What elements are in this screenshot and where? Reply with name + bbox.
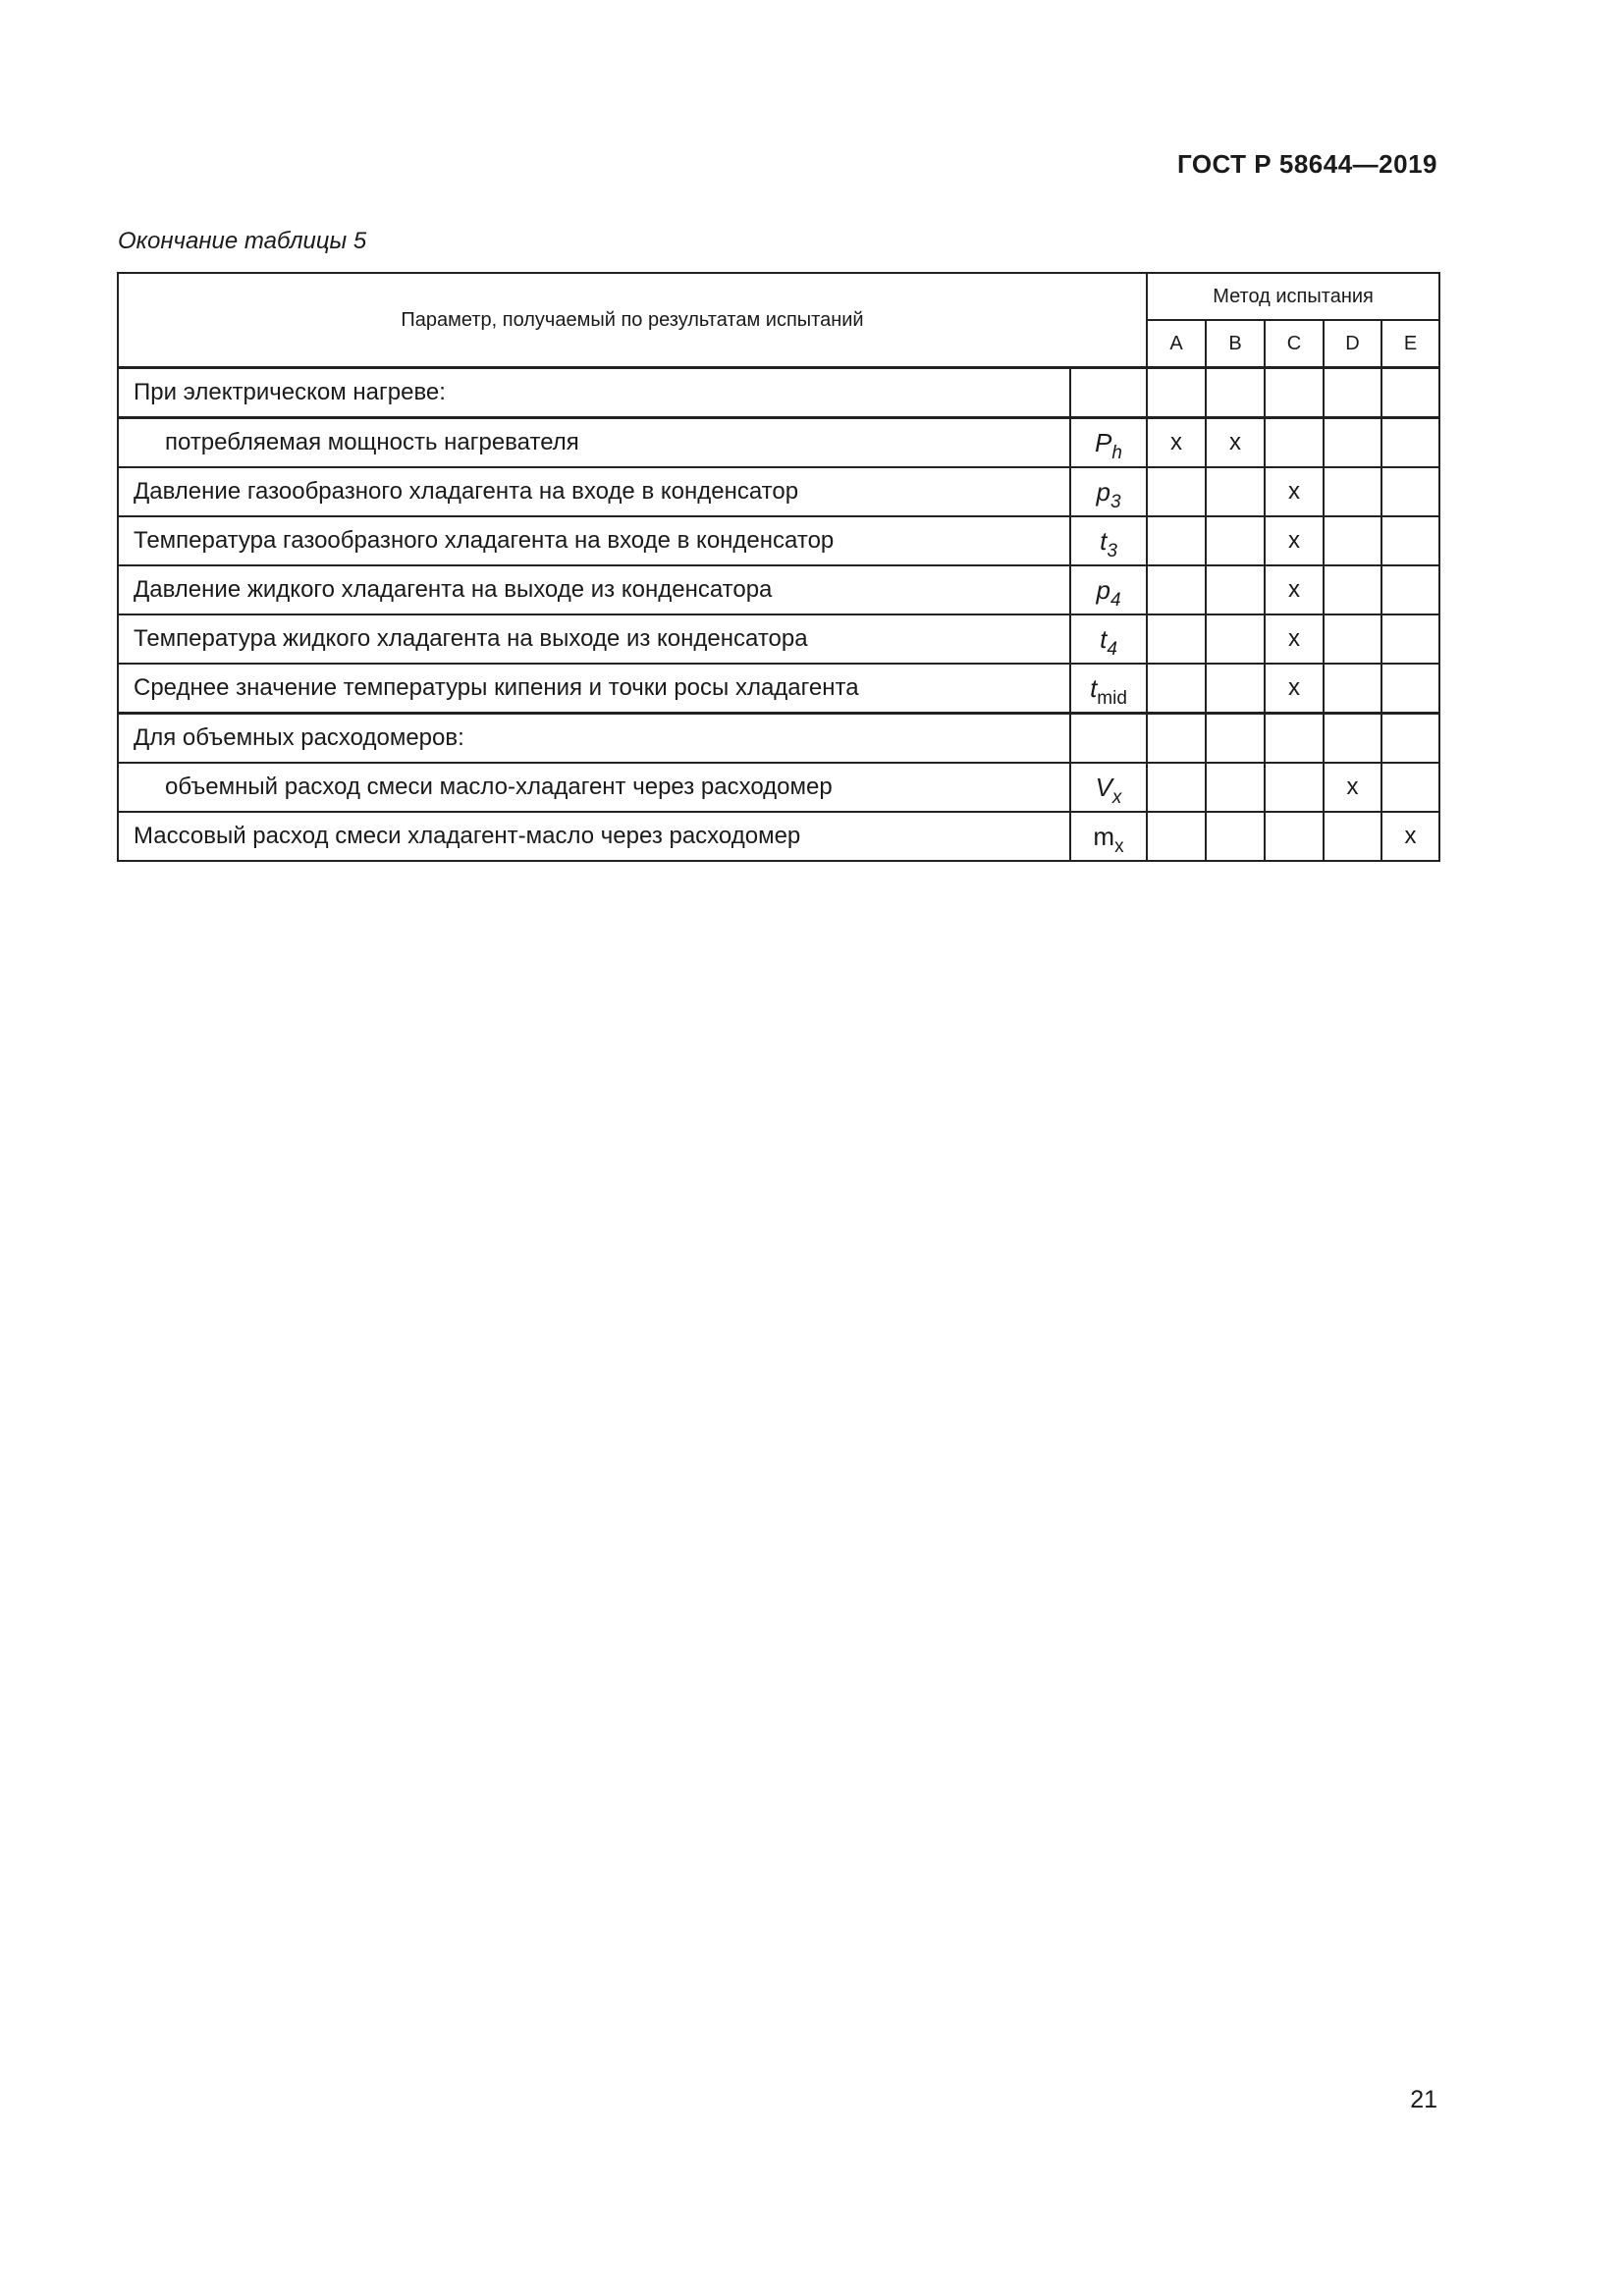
mark-c: x — [1265, 516, 1324, 565]
table-row — [118, 664, 1439, 714]
mark-a: x — [1147, 418, 1206, 468]
mark-a — [1147, 467, 1206, 516]
method-a-header: A — [1147, 320, 1206, 368]
mark-a — [1147, 664, 1206, 714]
symbol-cell — [1070, 516, 1147, 565]
mark-a — [1147, 614, 1206, 664]
method-d-header: D — [1324, 320, 1381, 368]
mark-e: x — [1381, 812, 1439, 861]
mark-c — [1265, 368, 1324, 418]
table-row — [118, 418, 1439, 468]
method-c-header: C — [1265, 320, 1324, 368]
param-cell: потребляемая мощность нагревателя — [118, 418, 1070, 468]
mark-a — [1147, 565, 1206, 614]
symbol-subscript: 3 — [1110, 491, 1121, 512]
param-cell: Для объемных расходомеров: — [118, 714, 1070, 764]
table-caption: Окончание таблицы 5 — [118, 228, 367, 254]
mark-c: x — [1265, 467, 1324, 516]
symbol-main: p — [1096, 574, 1110, 605]
mark-e — [1381, 763, 1439, 812]
symbol-cell — [1070, 714, 1147, 764]
mark-b — [1206, 664, 1265, 714]
mark-e — [1381, 614, 1439, 664]
mark-c — [1265, 812, 1324, 861]
symbol-main: P — [1095, 427, 1112, 457]
mark-a — [1147, 516, 1206, 565]
symbol-cell — [1070, 763, 1147, 812]
mark-e — [1381, 714, 1439, 764]
symbol-cell — [1070, 368, 1147, 418]
symbol-subscript: x — [1111, 786, 1122, 808]
mark-c — [1265, 763, 1324, 812]
mark-b — [1206, 714, 1265, 764]
symbol-subscript: 4 — [1107, 638, 1117, 660]
mark-e — [1381, 467, 1439, 516]
mark-d — [1324, 516, 1381, 565]
mark-a — [1147, 368, 1206, 418]
mark-a — [1147, 714, 1206, 764]
symbol-subscript: 4 — [1110, 589, 1121, 611]
mark-b — [1206, 565, 1265, 614]
symbol-cell — [1070, 614, 1147, 664]
symbol-subscript: h — [1111, 442, 1122, 463]
symbol-main: p — [1096, 476, 1110, 507]
table-row — [118, 516, 1439, 565]
page-number: 21 — [1410, 2086, 1437, 2113]
mark-d — [1324, 812, 1381, 861]
table-row — [118, 368, 1439, 418]
param-cell: При электрическом нагреве: — [118, 368, 1070, 418]
mark-d — [1324, 714, 1381, 764]
table-row — [118, 812, 1439, 861]
symbol-cell — [1070, 812, 1147, 861]
table-row — [118, 714, 1439, 764]
table-row — [118, 763, 1439, 812]
mark-e — [1381, 368, 1439, 418]
mark-e — [1381, 565, 1439, 614]
mark-c: x — [1265, 614, 1324, 664]
method-e-header: E — [1381, 320, 1439, 368]
param-cell: объемный расход смеси масло-хладагент через расходомер — [118, 763, 1070, 812]
mark-d — [1324, 614, 1381, 664]
mark-b — [1206, 614, 1265, 664]
mark-c — [1265, 418, 1324, 468]
mark-e — [1381, 516, 1439, 565]
table-row — [118, 614, 1439, 664]
method-column-header: Метод испытания — [1147, 273, 1439, 320]
param-cell: Среднее значение температуры кипения и точки росы хладагента — [118, 664, 1070, 714]
symbol-subscript: mid — [1097, 687, 1127, 709]
symbol-main: t — [1090, 672, 1098, 703]
param-cell: Температура жидкого хладагента на выходе из конденсатора — [118, 614, 1070, 664]
mark-e — [1381, 664, 1439, 714]
table-row — [118, 565, 1439, 614]
symbol-cell — [1070, 467, 1147, 516]
mark-c: x — [1265, 565, 1324, 614]
param-column-header: Параметр, получаемый по результатам испытаний — [118, 273, 1147, 368]
symbol-main: t — [1100, 623, 1108, 654]
mark-b: x — [1206, 418, 1265, 468]
mark-e — [1381, 418, 1439, 468]
mark-d — [1324, 467, 1381, 516]
mark-a — [1147, 812, 1206, 861]
method-b-header: B — [1206, 320, 1265, 368]
mark-b — [1206, 763, 1265, 812]
mark-c: x — [1265, 664, 1324, 714]
symbol-cell — [1070, 565, 1147, 614]
param-cell: Давление газообразного хладагента на входе в конденсатор — [118, 467, 1070, 516]
mark-b — [1206, 467, 1265, 516]
mark-d — [1324, 664, 1381, 714]
mark-b — [1206, 812, 1265, 861]
symbol-cell — [1070, 664, 1147, 714]
param-cell: Температура газообразного хладагента на входе в конденсатор — [118, 516, 1070, 565]
mark-a — [1147, 763, 1206, 812]
symbol-main: V — [1095, 772, 1112, 802]
table-row — [118, 467, 1439, 516]
document-number: ГОСТ Р 58644—2019 — [1176, 149, 1437, 179]
mark-b — [1206, 368, 1265, 418]
param-cell: Массовый расход смеси хладагент-масло через расходомер — [118, 812, 1070, 861]
symbol-subscript: x — [1114, 835, 1124, 857]
symbol-main: t — [1100, 525, 1108, 556]
symbol-cell — [1070, 418, 1147, 468]
mark-b — [1206, 516, 1265, 565]
mark-d — [1324, 368, 1381, 418]
mark-d — [1324, 418, 1381, 468]
param-cell: Давление жидкого хладагента на выходе из конденсатора — [118, 565, 1070, 614]
symbol-subscript: 3 — [1107, 540, 1117, 561]
mark-d — [1324, 565, 1381, 614]
symbol-main: m — [1093, 821, 1115, 851]
parameters-table — [117, 272, 1440, 862]
mark-c — [1265, 714, 1324, 764]
mark-d: x — [1324, 763, 1381, 812]
